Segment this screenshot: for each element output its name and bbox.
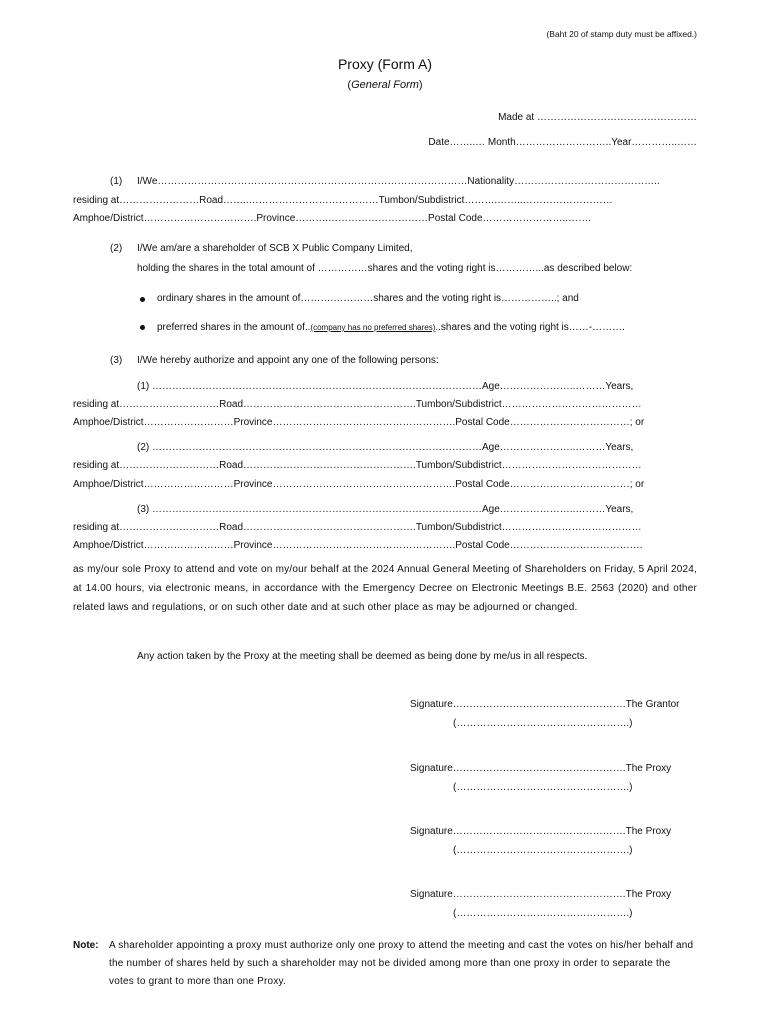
proxy-1-signature-field[interactable]: Signature…………………………………………….The Proxy	[410, 763, 672, 774]
meeting-paragraph: as my/our sole Proxy to attend and vote on my/our behalf at the 2024 Annual General Meeting of Shareholders on Friday, 5 April 2024, at 14.00 hours, via electronic means, in accordance with the Emergency Decree on Electronic Meetings B.E. 2563 (2020) and other related laws and regulations, or on such other date and at such other place as may be adjourned or changed.	[73, 564, 697, 613]
proxy-2-printed-name-field[interactable]: (…………………………………………….)	[453, 845, 633, 856]
date-field[interactable]: Date……..… Month………………………..Year…………..……	[428, 137, 697, 148]
bullet-icon	[140, 325, 145, 330]
proxy-3-printed-name-field[interactable]: (…………………………………………….)	[453, 908, 633, 919]
appoint-statement: I/We hereby authorize and appoint any one of the following persons:	[137, 355, 439, 366]
proxy-3-signature-field[interactable]: Signature…………………………………………….The Proxy	[410, 889, 672, 900]
section-2-number: (2)	[110, 243, 123, 254]
note-label: Note:	[73, 940, 99, 951]
section-3-number: (3)	[110, 355, 123, 366]
preferred-shares-field: preferred shares in the amount of..(company has no preferred shares)..shares and the voting right is……-……….	[157, 322, 625, 333]
proxy-1-printed-name-field[interactable]: (…………………………………………….)	[453, 782, 633, 793]
section-1-number: (1)	[110, 176, 123, 187]
grantor-printed-name-field[interactable]: (…………………………………………….)	[453, 718, 633, 729]
proxy-2-province-field[interactable]: Amphoe/District………………………Province……………………………………………….Postal Code………………………………; or	[73, 479, 645, 490]
proxy-3-address-field[interactable]: residing at…………………………Road…………………………………………….Tumbon/Subdistrict……………………………………	[73, 522, 642, 533]
proxy-1-address-field[interactable]: residing at…………………………Road…………………………………………….Tumbon/Subdistrict……………………………………	[73, 399, 642, 410]
proxy-2-address-field[interactable]: residing at…………………………Road…………………………………………….Tumbon/Subdistrict……………………………………	[73, 460, 642, 471]
action-statement: Any action taken by the Proxy at the meeting shall be deemed as being done by me/us in all respects.	[137, 651, 588, 662]
ordinary-shares-field[interactable]: ordinary shares in the amount of……….…………shares and the voting right is……………..; and	[157, 293, 579, 304]
proxy-1-province-field[interactable]: Amphoe/District………………………Province……………………………………………….Postal Code………………………………; or	[73, 417, 645, 428]
bullet-icon	[140, 297, 145, 302]
total-shares-field[interactable]: holding the shares in the total amount of ……………shares and the voting right is…………...as described below:	[137, 263, 633, 274]
proxy-3-province-field[interactable]: Amphoe/District………………………Province……………………………………………….Postal Code………………………………….	[73, 540, 643, 551]
made-at-field[interactable]: Made at …………………………………………	[498, 112, 697, 123]
grantor-province-field[interactable]: Amphoe/District…………………………….Province……….…………………………Postal Code……………………..…….	[73, 213, 591, 224]
form-title: Proxy (Form A)	[337, 56, 433, 72]
grantor-name-nationality-field[interactable]: I/We…………………………………………………………………………………Nationality……………………………………..	[137, 176, 660, 187]
grantor-address-field[interactable]: residing at……………………Road……..…………………………………Tumbon/Subdistrict……….……..………………………	[73, 195, 613, 206]
grantor-signature-field[interactable]: Signature…………………………………………….The Grantor	[410, 699, 680, 710]
form-subtitle: (General Form)	[347, 79, 423, 91]
proxy-1-name-age-field[interactable]: (1) ………………………………………………………………………………………Age…………………..………Years,	[137, 381, 634, 392]
proxy-2-signature-field[interactable]: Signature…………………………………………….The Proxy	[410, 826, 672, 837]
proxy-3-name-age-field[interactable]: (3) ………………………………………………………………………………………Age…………………..………Years,	[137, 504, 634, 515]
shareholder-statement: I/We am/are a shareholder of SCB X Public Company Limited,	[137, 243, 413, 254]
note-text: A shareholder appointing a proxy must authorize only one proxy to attend the meeting and cast the votes on his/her behalf and the number of shares held by such a shareholder may not be divided among more than one proxy in order to separate the votes to grant to more than one Proxy.	[109, 940, 694, 987]
stamp-duty-note: (Baht 20 of stamp duty must be affixed.)	[546, 29, 697, 39]
proxy-2-name-age-field[interactable]: (2) ………………………………………………………………………………………Age…………………..………Years,	[137, 442, 634, 453]
